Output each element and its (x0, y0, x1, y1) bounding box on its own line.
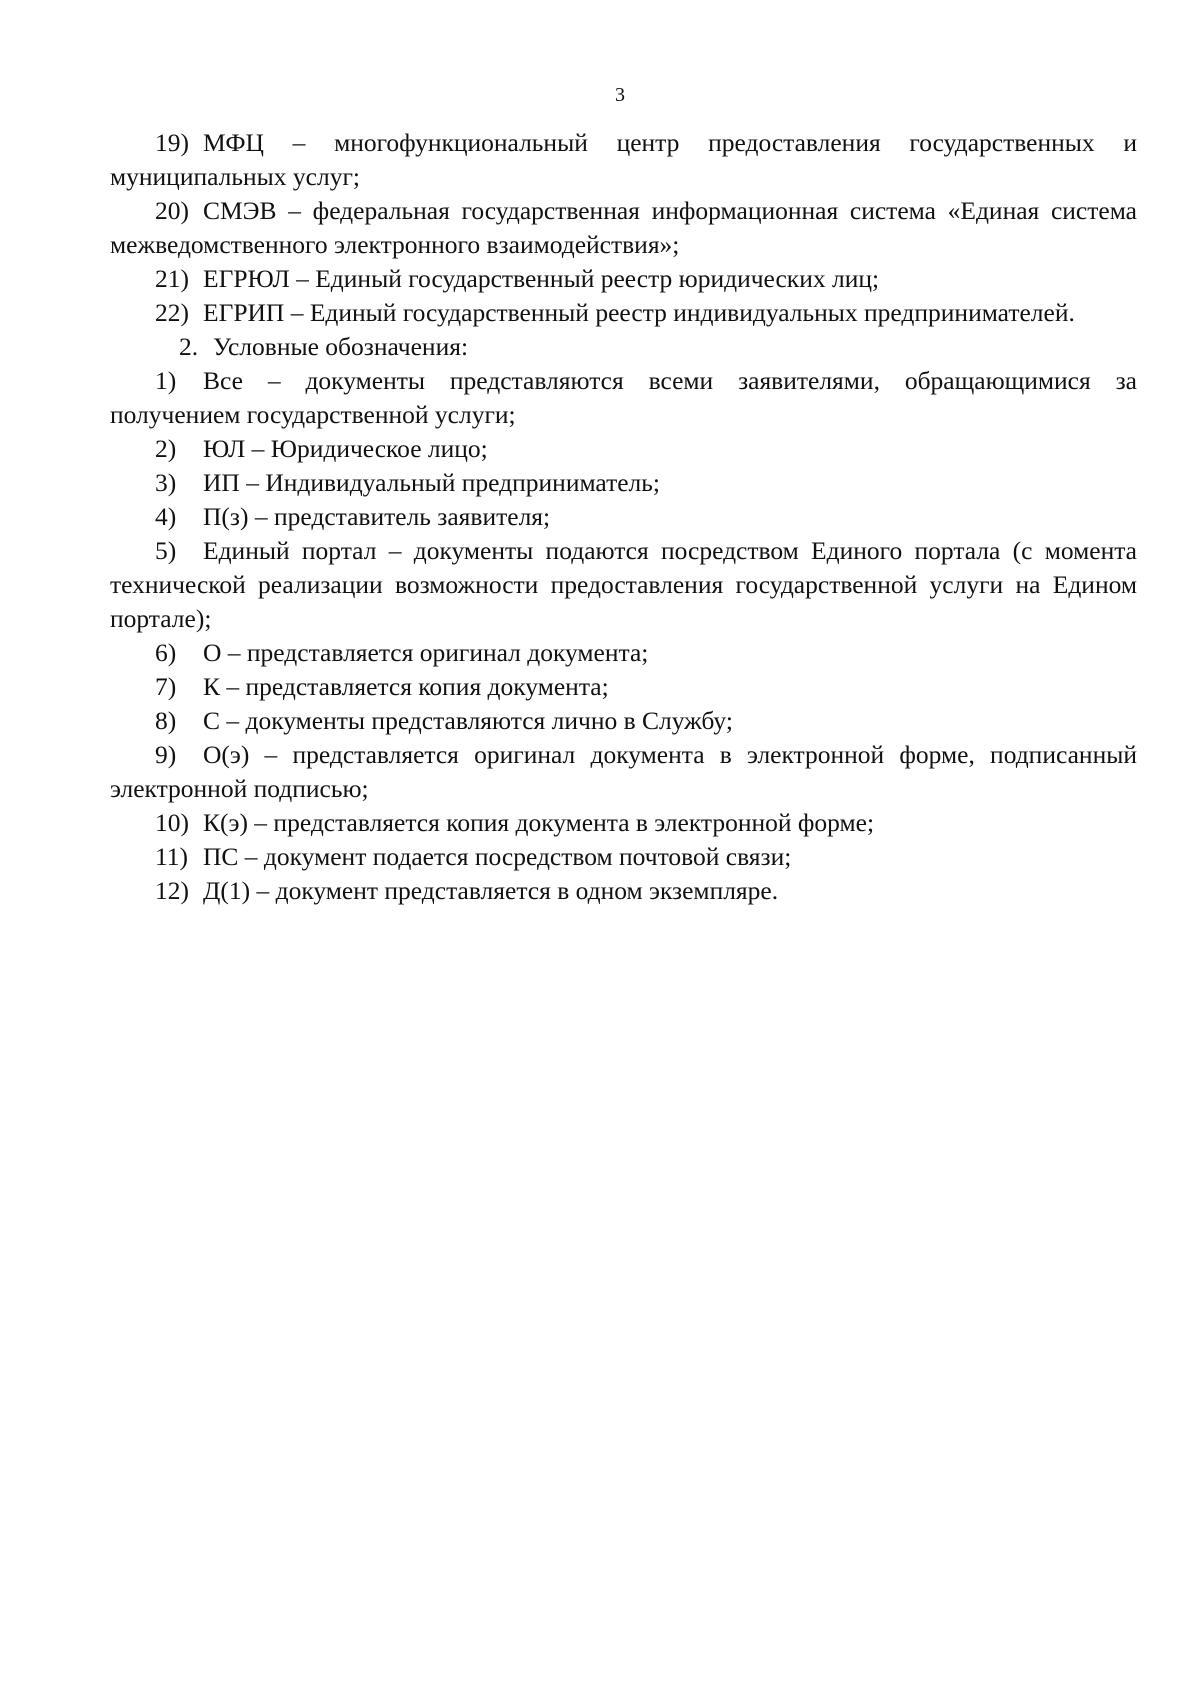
item-number: 3) (155, 468, 177, 497)
item-number: 21) (155, 264, 189, 293)
item-text: С – документы представляются лично в Службу; (203, 706, 733, 735)
item-text: ЕГРЮЛ – Единый государственный реестр юридических лиц; (203, 264, 880, 293)
section-number: 2. (179, 332, 199, 361)
item-text: Д(1) – документ представляется в одном экземпляре. (203, 876, 779, 905)
item-text: Все – документы представляются всеми заявителями, обращающимися за получением государственной услуги; (110, 366, 1137, 429)
item-number: 4) (155, 502, 177, 531)
item-text: О – представляется оригинал документа; (203, 638, 649, 667)
item-number: 7) (155, 672, 177, 701)
item-number: 2) (155, 434, 177, 463)
item-number: 8) (155, 706, 177, 735)
item-text: О(э) – представляется оригинал документа в электронной форме, подписанный электронной подписью; (110, 740, 1137, 803)
item-number: 20) (155, 196, 189, 225)
item-number: 6) (155, 638, 177, 667)
document-body (110, 126, 1137, 908)
item-number: 10) (155, 808, 189, 837)
legend-item-7 (110, 670, 1137, 704)
list-item-20 (110, 194, 1137, 262)
item-text: Единый портал – документы подаются посредством Единого портала (с момента технической реализации возможности предоставления государственной услуги на Едином портале); (110, 536, 1137, 633)
item-text: ЮЛ – Юридическое лицо; (203, 434, 488, 463)
item-text: К(э) – представляется копия документа в электронной форме; (203, 808, 875, 837)
legend-item-3 (110, 466, 1137, 500)
item-text: П(з) – представитель заявителя; (203, 502, 551, 531)
legend-item-2 (110, 432, 1137, 466)
legend-item-10 (110, 806, 1137, 840)
item-text: ЕГРИП – Единый государственный реестр индивидуальных предпринимателей. (203, 298, 1075, 327)
list-item-21 (110, 262, 1137, 296)
legend-item-1 (110, 364, 1137, 432)
list-item-19 (110, 126, 1137, 194)
section-title: Условные обозначения: (213, 332, 469, 361)
legend-item-5 (110, 534, 1137, 636)
legend-item-9 (110, 738, 1137, 806)
item-text: СМЭВ – федеральная государственная информационная система «Единая система межведомственного электронного взаимодействия»; (110, 196, 1137, 259)
item-text: ПС – документ подается посредством почтовой связи; (203, 842, 792, 871)
item-number: 11) (155, 842, 189, 871)
legend-item-6 (110, 636, 1137, 670)
item-text: К – представляется копия документа; (203, 672, 609, 701)
item-text: МФЦ – многофункциональный центр предоставления государственных и муниципальных услуг; (110, 128, 1137, 191)
item-number: 5) (155, 536, 177, 565)
item-text: ИП – Индивидуальный предприниматель; (203, 468, 660, 497)
item-number: 22) (155, 298, 189, 327)
legend-item-4 (110, 500, 1137, 534)
item-number: 9) (155, 740, 177, 769)
legend-item-8 (110, 704, 1137, 738)
page-number: 3 (615, 84, 625, 106)
list-item-22 (110, 296, 1137, 330)
legend-item-12 (110, 874, 1137, 908)
section-heading (110, 330, 1137, 364)
legend-item-11 (110, 840, 1137, 874)
item-number: 19) (155, 128, 189, 157)
item-number: 12) (155, 876, 189, 905)
item-number: 1) (155, 366, 177, 395)
